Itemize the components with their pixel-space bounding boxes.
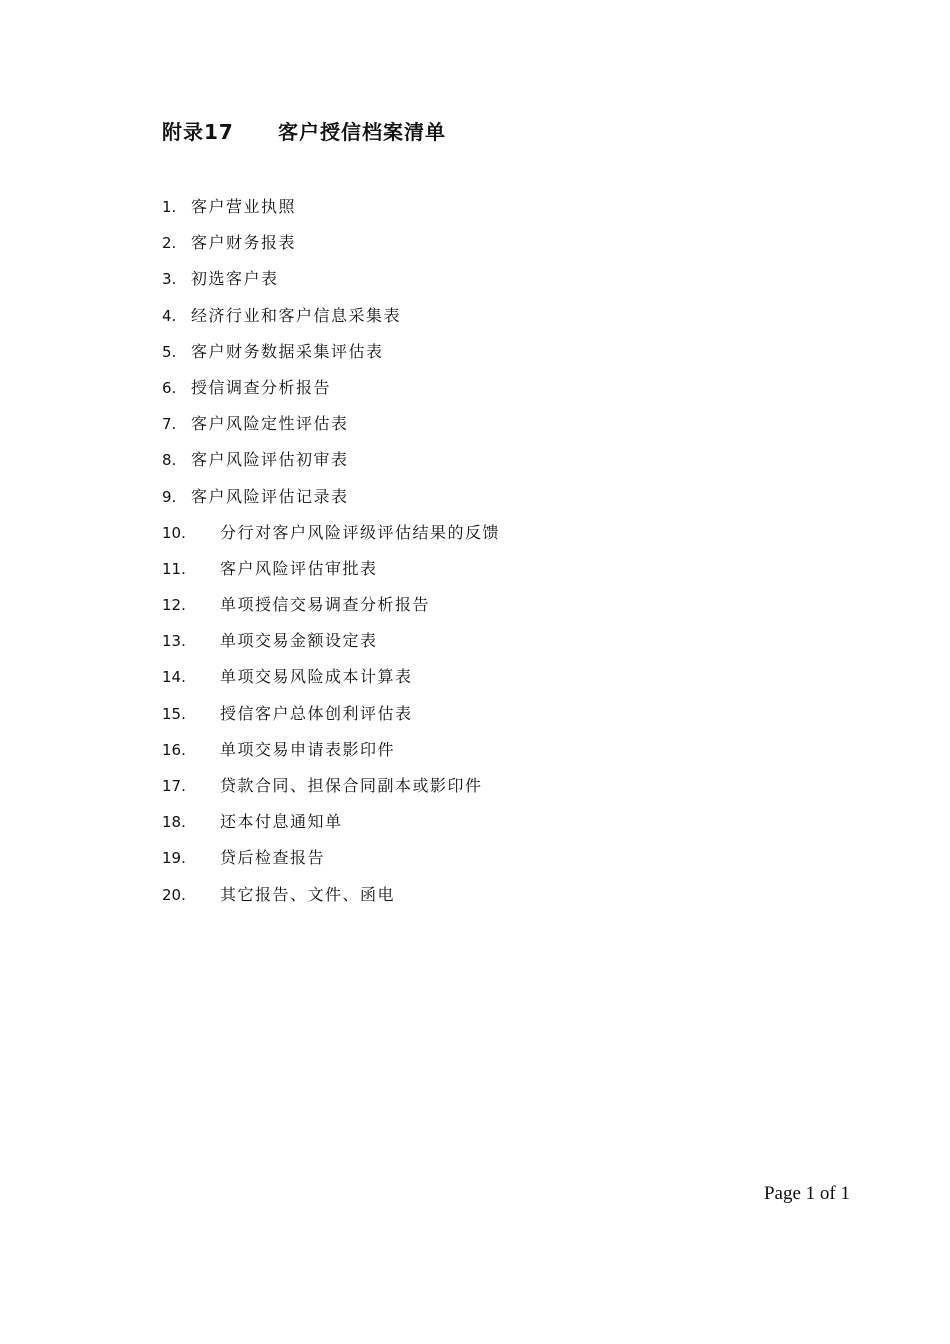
- item-number: 1.: [162, 198, 177, 216]
- list-item: [162, 810, 500, 846]
- item-text: 客户财务数据采集评估表: [191, 341, 384, 361]
- list-item: [162, 774, 500, 810]
- item-text: 分行对客户风险评级评估结果的反馈: [220, 522, 501, 542]
- item-text: 初选客户表: [191, 269, 279, 289]
- list-item: [162, 485, 500, 521]
- list-item: [162, 846, 500, 882]
- item-text: 授信客户总体创利评估表: [220, 703, 413, 723]
- list-item: [162, 665, 500, 701]
- item-number: 4.: [162, 306, 177, 325]
- item-number: 11.: [162, 559, 186, 578]
- list-item: [162, 557, 500, 593]
- item-number: 6.: [162, 378, 177, 397]
- item-text: 贷后检查报告: [220, 848, 326, 868]
- item-number: 13.: [162, 632, 186, 651]
- list-item: [162, 448, 500, 484]
- list-item: [162, 738, 500, 774]
- list-item: [162, 231, 500, 267]
- list-item: [162, 702, 500, 738]
- list-item: [162, 883, 500, 919]
- archive-list: [162, 195, 500, 919]
- list-item: [162, 195, 500, 231]
- item-text: 客户营业执照: [191, 197, 297, 216]
- list-item: [162, 340, 500, 376]
- item-text: 其它报告、文件、函电: [220, 884, 396, 904]
- list-item: [162, 593, 500, 629]
- appendix-label: 附录17: [162, 120, 234, 144]
- item-number: 5.: [162, 342, 177, 361]
- item-number: 8.: [162, 451, 177, 470]
- item-text: 单项交易申请表影印件: [220, 739, 396, 759]
- item-number: 2.: [162, 234, 177, 253]
- item-number: 16.: [162, 740, 186, 759]
- item-text: 客户风险评估审批表: [220, 558, 378, 578]
- item-text: 客户风险定性评估表: [191, 414, 349, 434]
- item-number: 20.: [162, 885, 186, 904]
- item-number: 14.: [162, 668, 186, 687]
- item-text: 单项交易风险成本计算表: [220, 667, 413, 687]
- item-text: 客户风险评估记录表: [191, 486, 349, 506]
- item-text: 单项授信交易调查分析报告: [220, 595, 431, 615]
- page-number: Page 1 of 1: [763, 1183, 850, 1204]
- item-text: 单项交易金额设定表: [220, 631, 378, 651]
- item-text: 客户财务报表: [191, 233, 297, 253]
- item-number: 3.: [162, 270, 177, 289]
- page-title: [162, 116, 446, 145]
- list-item: [162, 304, 500, 340]
- list-item: [162, 412, 500, 448]
- item-number: 7.: [162, 415, 177, 434]
- item-text: 贷款合同、担保合同副本或影印件: [220, 776, 483, 795]
- item-number: 12.: [162, 596, 186, 615]
- item-text: 经济行业和客户信息采集表: [191, 305, 402, 325]
- item-text: 还本付息通知单: [220, 812, 343, 832]
- list-item: [162, 521, 500, 557]
- item-text: 客户风险评估初审表: [191, 450, 349, 470]
- item-number: 9.: [162, 487, 177, 506]
- item-number: 15.: [162, 704, 186, 723]
- list-item: [162, 376, 500, 412]
- title-text: 客户授信档案清单: [278, 120, 446, 144]
- item-number: 17.: [162, 777, 186, 795]
- item-text: 授信调查分析报告: [191, 377, 332, 397]
- list-item: [162, 629, 500, 665]
- item-number: 18.: [162, 813, 186, 832]
- item-number: 19.: [162, 849, 186, 868]
- list-item: [162, 267, 500, 303]
- item-number: 10.: [162, 523, 186, 542]
